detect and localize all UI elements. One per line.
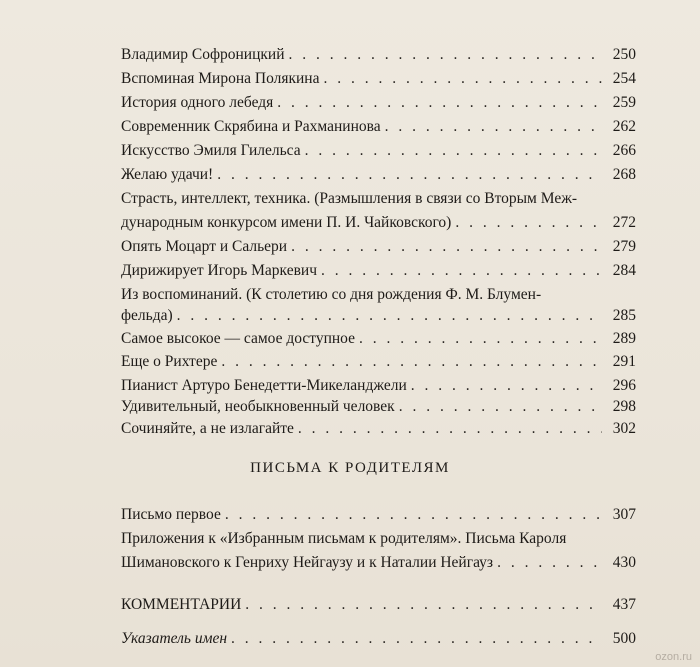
leader-dots: [385, 118, 602, 136]
toc-entry-page: 291: [612, 353, 636, 370]
toc-entry-page: 500: [612, 630, 636, 647]
leader-dots: [411, 377, 602, 395]
toc-entry: [121, 214, 636, 232]
toc-entry-page: 296: [612, 377, 636, 394]
toc-entry-title: Пианист Артуро Бенедетти-Микеланджели: [121, 377, 407, 394]
toc-entry: [121, 166, 636, 184]
toc-entry-title: Желаю удачи!: [121, 166, 214, 183]
leader-dots: [221, 353, 602, 371]
toc-entry: [121, 554, 636, 572]
toc-entry-title: Владимир Софроницкий: [121, 46, 285, 63]
toc-entry: [121, 420, 636, 438]
leader-dots: [323, 70, 602, 88]
toc-entry: [121, 70, 636, 88]
leader-dots: [217, 166, 602, 184]
toc-entry: [121, 506, 636, 524]
leader-dots: [177, 307, 602, 325]
toc-entry-page: 268: [612, 166, 636, 183]
toc-entry-page: 285: [612, 307, 636, 324]
toc-entry-title: Дирижирует Игорь Маркевич: [121, 262, 317, 279]
toc-entry: [121, 377, 636, 395]
index-title: Указатель имен: [121, 630, 228, 647]
leader-dots: [289, 46, 603, 64]
comments-title: КОММЕНТАРИИ: [121, 596, 242, 613]
toc-entry-page: 284: [612, 262, 636, 279]
toc-entry-title: Еще о Рихтере: [121, 353, 218, 370]
toc-entry-title: Шимановского к Генриху Нейгаузу и к Наталии Нейгауз: [121, 554, 494, 571]
leader-dots: [305, 142, 602, 160]
toc-entry-page: 302: [612, 420, 636, 437]
leader-dots: [321, 262, 602, 280]
toc-entry: [121, 330, 636, 348]
toc-entry-title: Современник Скрябина и Рахманинова: [121, 118, 381, 135]
toc-entry-page: 307: [612, 506, 636, 523]
toc-entry: [121, 307, 636, 325]
toc-entry-title: Удивительный, необыкновенный человек: [121, 398, 395, 415]
toc-entry: [121, 118, 636, 136]
toc-entry-title: Письмо первое: [121, 506, 221, 523]
toc-entry-page: 289: [612, 330, 636, 347]
toc-entry-page: 262: [612, 118, 636, 135]
toc-entry: [121, 238, 636, 256]
toc-entry-title: Самое высокое — самое доступное: [121, 330, 355, 347]
leader-dots: [231, 630, 602, 648]
watermark: ozon.ru: [655, 651, 692, 663]
toc-entry-page: 250: [612, 46, 636, 63]
toc-entry-page: 266: [612, 142, 636, 159]
toc-entry-continued-line: Из воспоминаний. (К столетию со дня рождения Ф. М. Блумен-: [121, 286, 542, 303]
leader-dots: [359, 330, 602, 348]
toc-entry: [121, 94, 636, 112]
leader-dots: [455, 214, 602, 232]
toc-entry-title: фельда): [121, 307, 173, 324]
toc-entry: [121, 46, 636, 64]
toc-entry-page: 254: [612, 70, 636, 87]
toc-entry: [121, 353, 636, 371]
leader-dots: [298, 420, 602, 438]
toc-entry-page: 272: [612, 214, 636, 231]
toc-entry-continued-line: Страсть, интеллект, техника. (Размышления в связи со Вторым Меж-: [121, 190, 578, 207]
leader-dots: [399, 398, 602, 416]
toc-entry: [121, 262, 636, 280]
toc-entry-page: 430: [612, 554, 636, 571]
toc-entry-title: Искусство Эмиля Гилельса: [121, 142, 301, 159]
toc-entry-page: 279: [612, 238, 636, 255]
toc-entry-page: 437: [612, 596, 636, 613]
leader-dots: [497, 554, 602, 572]
toc-entry-page: 298: [612, 398, 636, 415]
leader-dots: [291, 238, 602, 256]
toc-entry-title: История одного лебедя: [121, 94, 274, 111]
toc-entry-title: дународным конкурсом имени П. И. Чайковского): [121, 214, 452, 231]
toc-entry: [121, 596, 636, 614]
leader-dots: [225, 506, 602, 524]
toc-entry-title: Опять Моцарт и Сальери: [121, 238, 288, 255]
leader-dots: [277, 94, 602, 112]
section-heading: ПИСЬМА К РОДИТЕЛЯМ: [250, 460, 450, 476]
toc-entry-title: Вспоминая Мирона Полякина: [121, 70, 320, 87]
toc-entry: [121, 630, 636, 648]
leader-dots: [245, 596, 602, 614]
toc-entry-continued-line: Приложения к «Избранным письмам к родителям». Письма Кароля: [121, 530, 567, 547]
toc-entry: [121, 142, 636, 160]
toc-entry-title: Сочиняйте, а не излагайте: [121, 420, 294, 437]
toc-entry: [121, 398, 636, 416]
toc-entry-page: 259: [612, 94, 636, 111]
